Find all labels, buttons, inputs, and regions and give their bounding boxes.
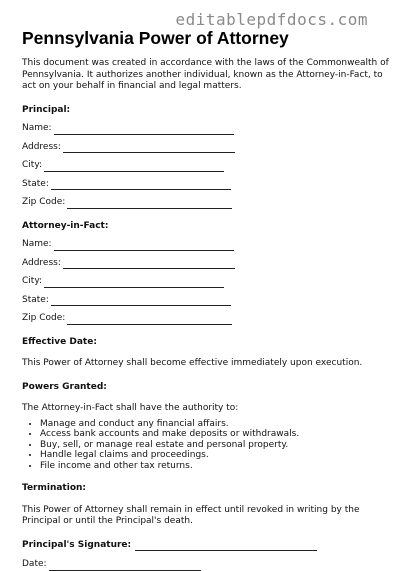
principal-state-label: State: — [22, 178, 49, 189]
attorney-name-line[interactable] — [54, 241, 234, 251]
signature-label: Principal's Signature: — [22, 539, 132, 550]
attorney-city-field[interactable] — [22, 276, 394, 288]
principal-city-field[interactable] — [22, 160, 394, 172]
termination-text: This Power of Attorney shall remain in effect until revoked in writing by the Principal or until the Principal's death. — [22, 504, 360, 526]
attorney-name-field[interactable] — [22, 239, 394, 251]
powers-heading: Powers Granted: — [22, 381, 107, 392]
principal-signature-field[interactable] — [22, 540, 394, 552]
attorney-city-label: City: — [22, 276, 43, 286]
power-item: • File income and other tax returns. — [40, 461, 394, 472]
intro-paragraph: This document was created in accordance with the laws of the Commonwealth of Pennsylvania. It authorizes another individual, known as the Attorney-in-Fact, to act on your behalf in financial and legal matters. — [22, 58, 389, 91]
power-item: • Access bank accounts and make deposits or withdrawals. — [40, 429, 394, 440]
attorney-zip-line[interactable] — [67, 315, 232, 325]
attorney-state-line[interactable] — [51, 296, 231, 306]
effective-heading: Effective Date: — [22, 336, 97, 347]
principal-address-label: Address: — [22, 141, 61, 152]
powers-intro: The Attorney-in-Fact shall have the authority to: — [22, 403, 239, 413]
principal-state-line[interactable] — [51, 180, 231, 190]
principal-city-line[interactable] — [44, 162, 224, 172]
principal-address-line[interactable] — [63, 143, 235, 153]
power-item: • Buy, sell, or manage real estate and personal property. — [40, 440, 394, 451]
principal-zip-label: Zip Code: — [22, 197, 66, 207]
attorney-address-field[interactable] — [22, 258, 394, 270]
principal-name-line[interactable] — [54, 125, 234, 135]
principal-address-field[interactable] — [22, 142, 394, 154]
powers-list — [22, 419, 394, 472]
termination-heading: Termination: — [22, 483, 87, 493]
principal-city-label: City: — [22, 160, 43, 170]
signature-date-field[interactable] — [22, 559, 394, 571]
attorney-state-field[interactable] — [22, 295, 394, 307]
signature-date-line[interactable] — [49, 561, 201, 571]
attorney-state-label: State: — [22, 294, 49, 305]
effective-text: This Power of Attorney shall become effective immediately upon execution. — [22, 358, 363, 368]
document-title: Pennsylvania Power of Attorney — [22, 28, 289, 48]
power-item: • Manage and conduct any financial affairs. — [40, 419, 394, 430]
attorney-zip-field[interactable] — [22, 313, 394, 325]
principal-name-field[interactable] — [22, 123, 394, 135]
attorney-heading: Attorney-in-Fact: — [22, 220, 109, 231]
document-body — [22, 58, 394, 571]
attorney-city-line[interactable] — [44, 278, 224, 288]
principal-state-field[interactable] — [22, 179, 394, 191]
principal-zip-line[interactable] — [67, 199, 232, 209]
power-item: • Handle legal claims and proceedings. — [40, 450, 394, 461]
principal-name-label: Name: — [22, 123, 52, 133]
attorney-zip-label: Zip Code: — [22, 313, 66, 323]
signature-line[interactable] — [135, 541, 317, 551]
attorney-address-line[interactable] — [63, 259, 235, 269]
site-watermark: editablepdfdocs.com — [175, 10, 368, 29]
principal-heading: Principal: — [22, 104, 71, 115]
principal-zip-field[interactable] — [22, 197, 394, 209]
attorney-address-label: Address: — [22, 257, 61, 268]
attorney-name-label: Name: — [22, 239, 52, 249]
signature-date-label: Date: — [22, 559, 47, 569]
